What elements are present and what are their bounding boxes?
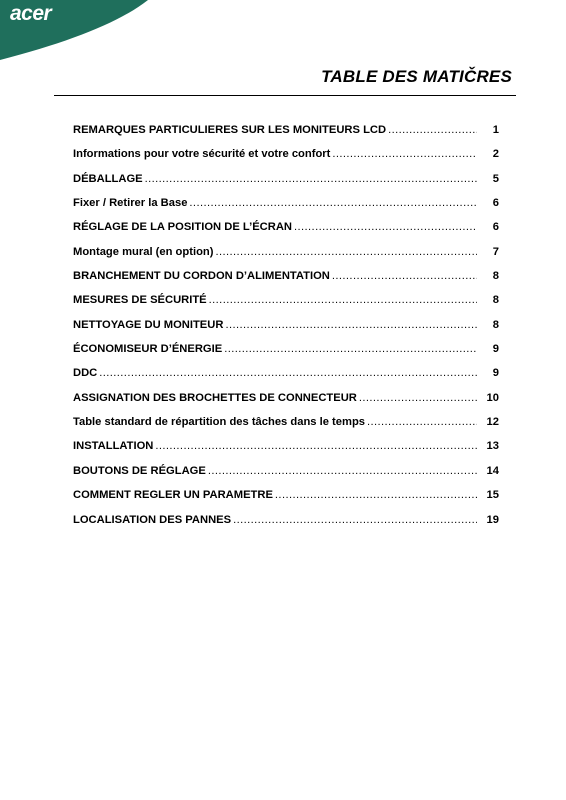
toc-entry-label: MESURES DE SÉCURITÉ xyxy=(73,294,207,307)
toc-entry[interactable] xyxy=(73,319,499,343)
toc-page-number: 9 xyxy=(492,367,499,380)
toc-page-number: 7 xyxy=(492,245,499,258)
toc-page-number: 13 xyxy=(486,440,499,453)
toc-entry[interactable] xyxy=(73,416,499,440)
toc-entry[interactable] xyxy=(73,465,499,489)
toc-leader-dots xyxy=(367,416,477,428)
title-divider xyxy=(54,95,516,96)
toc-entry[interactable] xyxy=(73,489,499,513)
toc-entry[interactable] xyxy=(73,221,499,245)
toc-entry-label: DDC xyxy=(73,367,98,380)
toc-leader-dots xyxy=(215,246,477,258)
toc-entry[interactable] xyxy=(73,343,499,367)
table-of-contents xyxy=(73,124,499,538)
toc-entry[interactable] xyxy=(73,440,499,464)
toc-entry[interactable] xyxy=(73,392,499,416)
toc-page-number: 2 xyxy=(492,148,499,161)
acer-banner xyxy=(0,0,200,70)
toc-leader-dots xyxy=(99,367,477,379)
toc-entry[interactable] xyxy=(73,173,499,197)
toc-leader-dots xyxy=(224,343,477,355)
toc-page-number: 10 xyxy=(486,391,499,404)
toc-entry[interactable] xyxy=(73,367,499,391)
toc-entry-label: REMARQUES PARTICULIERES SUR LES MONITEURS LCD xyxy=(73,124,387,136)
toc-entry-label: ÉCONOMISEUR D’ÉNERGIE xyxy=(73,343,223,356)
toc-entry[interactable] xyxy=(73,246,499,270)
toc-page-number: 8 xyxy=(492,270,499,283)
toc-entry[interactable] xyxy=(73,294,499,318)
toc-entry-label: INSTALLATION xyxy=(73,440,154,453)
toc-page-number: 6 xyxy=(492,197,499,210)
toc-entry-label: NETTOYAGE DU MONITEUR xyxy=(73,318,224,331)
toc-leader-dots xyxy=(332,270,477,282)
toc-entry[interactable] xyxy=(73,514,499,538)
toc-entry-label: COMMENT REGLER UN PARAMETRE xyxy=(73,489,273,502)
toc-leader-dots xyxy=(209,294,477,306)
toc-entry-label: RÉGLAGE DE LA POSITION DE L’ÉCRAN xyxy=(73,221,293,234)
toc-entry-label: LOCALISATION DES PANNES xyxy=(73,513,232,526)
toc-entry[interactable] xyxy=(73,148,499,172)
toc-leader-dots xyxy=(275,489,477,501)
acer-logo: acer xyxy=(10,2,52,25)
page-title: TABLE DES MATIČRES xyxy=(321,67,512,86)
toc-page-number: 8 xyxy=(492,318,499,331)
toc-leader-dots xyxy=(388,124,477,136)
toc-entry[interactable] xyxy=(73,270,499,294)
toc-leader-dots xyxy=(332,148,477,160)
toc-entry[interactable] xyxy=(73,124,499,148)
toc-entry-label: BRANCHEMENT DU CORDON D’ALIMENTATION xyxy=(73,270,330,283)
toc-entry-label: DÉBALLAGE xyxy=(73,172,143,185)
toc-entry-label: Montage mural (en option) xyxy=(73,245,214,258)
toc-entry[interactable] xyxy=(73,197,499,221)
toc-page-number: 19 xyxy=(486,513,499,526)
toc-leader-dots xyxy=(208,465,477,477)
toc-leader-dots xyxy=(225,319,477,331)
toc-leader-dots xyxy=(155,440,477,452)
toc-entry-label: Table standard de répartition des tâches dans le temps xyxy=(73,416,365,429)
toc-leader-dots xyxy=(359,392,477,404)
toc-page-number: 6 xyxy=(492,221,499,234)
toc-leader-dots xyxy=(145,173,477,185)
toc-page-number: 12 xyxy=(486,416,499,429)
toc-entry-label: Informations pour votre sécurité et votre confort xyxy=(73,148,331,161)
toc-page-number: 15 xyxy=(486,489,499,502)
toc-entry-label: BOUTONS DE RÉGLAGE xyxy=(73,464,206,477)
toc-page-number: 14 xyxy=(486,464,499,477)
toc-leader-dots xyxy=(233,514,477,526)
toc-leader-dots xyxy=(189,197,477,209)
toc-page-number: 1 xyxy=(492,124,499,136)
toc-page-number: 5 xyxy=(492,172,499,185)
toc-page-number: 9 xyxy=(492,343,499,356)
toc-entry-label: ASSIGNATION DES BROCHETTES DE CONNECTEUR xyxy=(73,391,357,404)
toc-page-number: 8 xyxy=(492,294,499,307)
toc-entry-label: Fixer / Retirer la Base xyxy=(73,197,188,210)
toc-leader-dots xyxy=(294,221,477,233)
